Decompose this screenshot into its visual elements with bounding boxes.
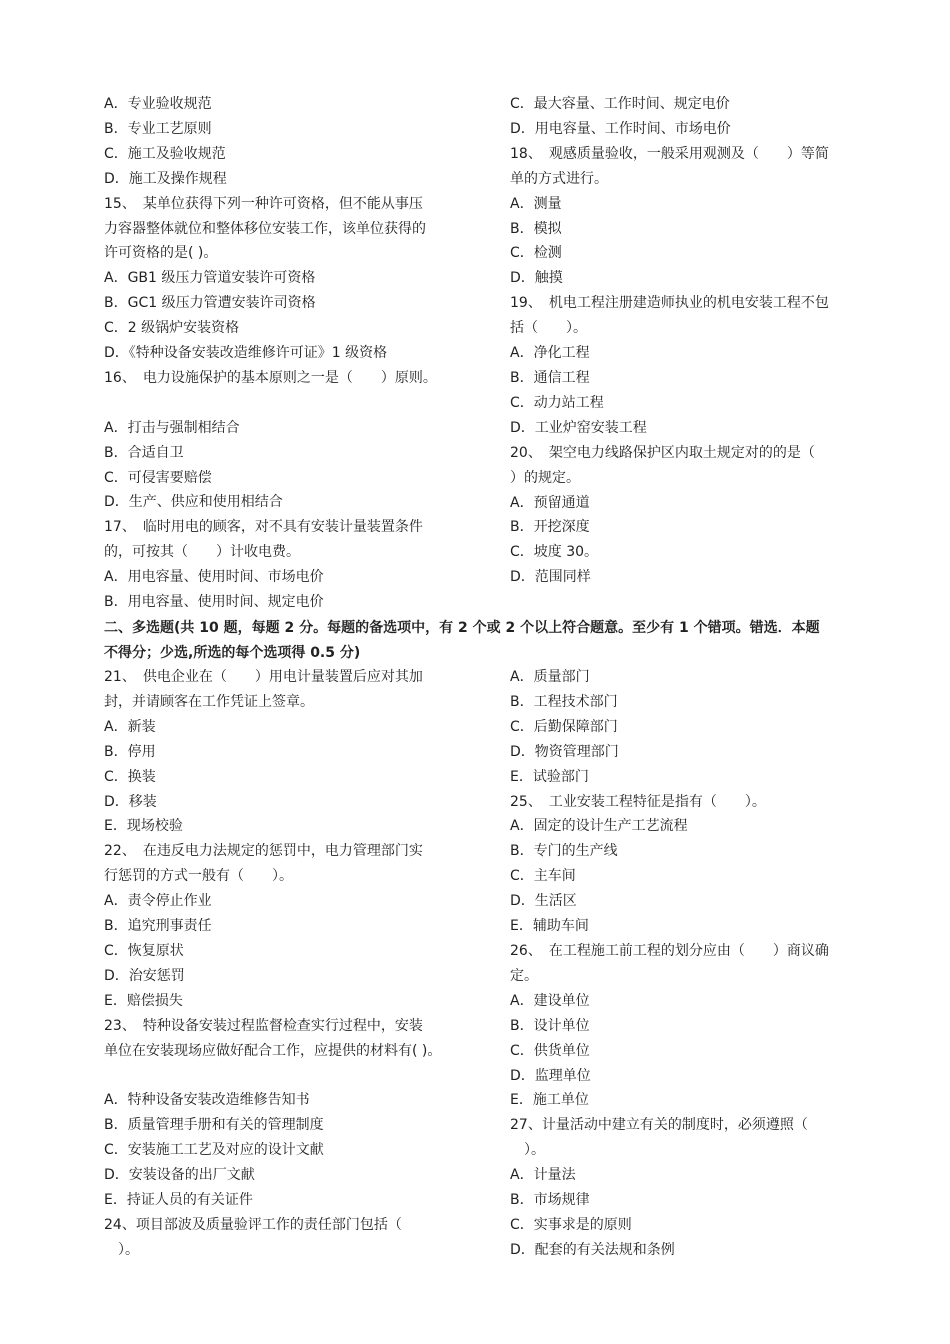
question-line: 22、 在违反电力法规定的惩罚中，电力管理部门实: [104, 843, 423, 860]
question-line: B．合适自卫: [104, 444, 184, 461]
question-line: C．实事求是的原则: [510, 1216, 632, 1233]
question-line: 许可资格的是( )。: [104, 245, 218, 262]
question-line: A．测量: [510, 195, 562, 212]
question-line: 行惩罚的方式一般有（ ）。: [104, 868, 293, 885]
question-line: D．《特种设备安装改造维修许可证》1 级资格: [104, 345, 388, 362]
question-line: C．后勤保障部门: [510, 718, 618, 735]
question-line: 24、项目部波及质量验评工作的责任部门包括（: [104, 1216, 402, 1233]
question-line: C．最大容量、工作时间、规定电价: [510, 96, 730, 112]
question-line: D．物资管理部门: [510, 743, 619, 760]
question-line: A．GB1 级压力管道安装许可资格: [104, 270, 316, 287]
question-line: D．生活区: [510, 893, 577, 910]
question-line: D．治安惩罚: [104, 967, 185, 984]
question-line: C．主车间: [510, 868, 576, 885]
left-column-bottom: [104, 665, 482, 1263]
question-line: D．施工及操作规程: [104, 170, 227, 187]
question-line: A．计量法: [510, 1167, 576, 1184]
question-line: B．专门的生产线: [510, 843, 618, 860]
question-line: D．监理单位: [510, 1067, 591, 1084]
question-line: D．工业炉窑安装工程: [510, 419, 647, 436]
question-line: A．用电容量、使用时间、市场电价: [104, 569, 324, 586]
question-line: D．用电容量、工作时间、市场电价: [510, 120, 731, 137]
question-line: D．范围同样: [510, 569, 591, 586]
right-column-bottom: [510, 665, 882, 1263]
question-line: ）。: [104, 1241, 139, 1258]
question-line: E．施工单位: [510, 1092, 589, 1109]
question-line: D．安装设备的出厂文献: [104, 1167, 255, 1184]
question-line: 力容器整体就位和整体移位安装工作，该单位获得的: [104, 220, 426, 237]
question-line: 19、 机电工程注册建造师执业的机电安装工程不包: [510, 295, 829, 312]
question-line: C．换装: [104, 768, 156, 785]
question-line: 封，并请顾客在工作凭证上签章。: [104, 693, 314, 710]
question-line: 17、 临时用电的顾客，对不具有安装计量装置条件: [104, 519, 423, 536]
question-line: 26、 在工程施工前工程的划分应由（ ）商议确: [510, 942, 829, 959]
question-line: A．新装: [104, 718, 156, 735]
question-line: 括（ ）。: [510, 320, 587, 337]
question-line: A．建设单位: [510, 992, 590, 1009]
question-line: [104, 391, 482, 416]
question-line: B．设计单位: [510, 1017, 590, 1034]
section-heading-multiple-choice: [104, 616, 884, 666]
question-line: 16、 电力设施保护的基本原则之一是（ ）原则。: [104, 369, 437, 386]
question-line: D．移装: [104, 793, 157, 810]
question-line: 20、 架空电力线路保护区内取土规定对的的是（: [510, 444, 815, 461]
question-line: 15、 某单位获得下列一种许可资格，但不能从事压: [104, 195, 423, 212]
question-line: B．用电容量、使用时间、规定电价: [104, 594, 324, 611]
section-heading-line-1: 二、多选题(共 10 题，每题 2 分。每题的备选项中，有 2 个或 2 个以上符合题意。至少有 1 个错项。错选．本题: [104, 620, 820, 636]
question-line: A．预留通道: [510, 494, 590, 511]
question-line: E．现场校验: [104, 818, 183, 835]
question-line: 的，可按其（ ）计收电费。: [104, 544, 300, 561]
question-line: B．停用: [104, 743, 156, 760]
question-line: A．打击与强制相结合: [104, 419, 240, 436]
question-line: C．可侵害要赔偿: [104, 469, 212, 486]
question-line: C．恢复原状: [104, 942, 184, 959]
question-line: B．专业工艺原则: [104, 120, 212, 137]
question-line: B．模拟: [510, 220, 562, 237]
question-line: B．通信工程: [510, 369, 590, 386]
question-line: E．持证人员的有关证件: [104, 1192, 253, 1209]
right-column-top: [510, 92, 882, 590]
question-line: A．固定的设计生产工艺流程: [510, 818, 688, 835]
question-line: E．试验部门: [510, 768, 589, 785]
question-line: 单位在安装现场应做好配合工作，应提供的材料有( )。: [104, 1042, 442, 1059]
question-line: B．质量管理手册和有关的管理制度: [104, 1117, 324, 1134]
question-line: A．质量部门: [510, 669, 590, 685]
question-line: 25、 工业安装工程特征是指有（ ）。: [510, 793, 766, 810]
question-line: C．坡度 30。: [510, 544, 599, 561]
section-heading-line-2: 不得分；少选,所选的每个选项得 0.5 分): [104, 644, 361, 661]
question-line: ）。: [510, 1142, 545, 1159]
question-line: C．检测: [510, 245, 562, 262]
question-line: C．施工及验收规范: [104, 145, 226, 162]
question-line: ）的规定。: [510, 469, 580, 486]
question-line: D．生产、供应和使用相结合: [104, 494, 283, 511]
question-line: 单的方式进行。: [510, 170, 608, 187]
question-line: 定。: [510, 967, 538, 984]
left-column-top: [104, 92, 482, 615]
question-line: B．追究刑事责任: [104, 918, 212, 935]
question-line: B．市场规律: [510, 1192, 590, 1209]
question-line: 23、 特种设备安装过程监督检查实行过程中，安装: [104, 1017, 423, 1034]
question-line: E．赔偿损失: [104, 992, 183, 1009]
question-line: B．开挖深度: [510, 519, 590, 536]
question-line: [104, 1064, 482, 1089]
question-line: B．GC1 级压力管遭安装许司资格: [104, 295, 316, 312]
question-line: C．动力站工程: [510, 394, 604, 411]
question-line: 18、 观感质量验收，一般采用观测及（ ）等简: [510, 145, 829, 162]
question-line: D．配套的有关法规和条例: [510, 1241, 675, 1258]
question-line: C．供货单位: [510, 1042, 590, 1059]
question-line: D．触摸: [510, 270, 563, 287]
question-line: A．特种设备安装改造维修告知书: [104, 1092, 310, 1109]
question-line: A．净化工程: [510, 345, 590, 362]
question-line: E．辅助车间: [510, 918, 589, 935]
question-line: B．工程技术部门: [510, 693, 618, 710]
question-line: C．安装施工工艺及对应的设计文献: [104, 1142, 324, 1159]
question-line: 21、 供电企业在（ ）用电计量装置后应对其加: [104, 669, 423, 685]
question-line: C．2 级锅炉安装资格: [104, 320, 240, 337]
question-line: A．专业验收规范: [104, 96, 212, 112]
question-line: A．责令停止作业: [104, 893, 212, 910]
question-line: 27、计量活动中建立有关的制度时，必须遵照（: [510, 1117, 808, 1134]
